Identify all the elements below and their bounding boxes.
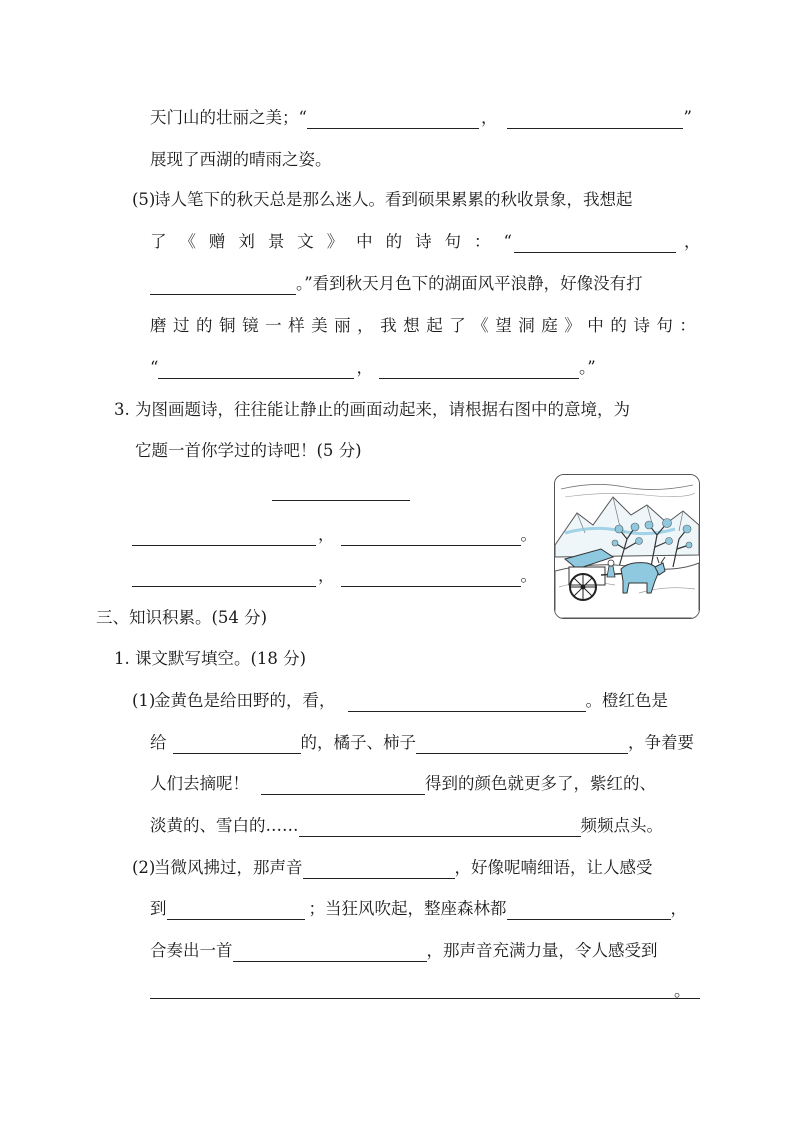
ox-cart-snow-scene-icon [555,475,699,618]
blank-input[interactable] [348,693,586,712]
blank-input[interactable] [132,568,316,587]
q1-title: 课文默写填空。(18 分) [135,649,307,668]
section-3-title: 三、知识积累。(54 分) [96,608,268,627]
poem-line-1: ， 。 [132,524,537,546]
q5-line5: “ ， 。” [150,358,596,377]
blank-input[interactable] [514,234,676,253]
blank-input[interactable] [341,568,521,587]
p1-line3: 人们去摘呢！ 得到的颜色就更多了，紫红的、 [150,774,656,793]
p2-line3: 合奏出一首 ，那声音充满力量，令人感受到 [150,941,658,960]
blank-input[interactable] [341,527,521,546]
p1-number: (1) [132,691,156,710]
blank-input[interactable] [173,735,301,754]
p2-line4-blank[interactable] [150,998,700,999]
blank-input[interactable] [299,818,581,837]
q5-line4: 磨 过 的 铜 镜 一 样 美 丽 ， 我 想 起 了 《 望 洞 庭 》 中 的 诗 句 ： [150,316,696,335]
q5-line2-tail: ， [514,231,701,253]
poem-line-2: ， 。 [132,565,537,587]
blank-input[interactable] [261,776,425,795]
p2-number: (2) [132,858,156,877]
blank-input[interactable] [416,735,628,754]
blank-input[interactable] [158,360,354,379]
blank-input[interactable] [303,860,455,879]
p1-line1: 金黄色是给田野的，看， 。橙红色是 [154,691,668,710]
p2-line2: 到 ；当狂风吹起，整座森林都 ， [150,899,687,918]
q5-line2: 了 《 赠 刘 景 文 》 中 的 诗 句 ： “ [150,232,512,251]
blank-input[interactable] [507,901,671,920]
q5-line3: 。”看到秋天月色下的湖面风平浪静，好像没有打 [150,273,643,295]
blank-input[interactable] [150,276,296,295]
blank-input[interactable] [379,360,579,379]
p1-line2: 给 的，橘子、柿子 ，争着要 [150,733,694,752]
line-tianmen: 天门山的壮丽之美；“ ， ” [150,108,692,127]
poem-title-blank[interactable] [272,500,410,501]
ox-cart-illustration [554,474,700,619]
p1-line4: 淡黄的、雪白的…… 频频点头。 [150,816,663,835]
blank-input[interactable] [233,943,427,962]
q1-number: 1. [114,649,130,668]
blank-input[interactable] [307,110,479,129]
blank-input[interactable] [507,110,683,129]
blank-input[interactable] [132,527,316,546]
line-xihu: 展现了西湖的晴雨之姿。 [150,150,332,169]
p2-line1: 当微风拂过，那声音 ，好像呢喃细语，让人感受 [154,858,653,877]
q5-number: (5) [132,190,156,209]
q3-line2: 它题一首你学过的诗吧！(5 分) [135,441,362,460]
q3-number: 3. [114,400,130,419]
q3-line1: 为图画题诗，往往能让静止的画面动起来，请根据右图中的意境，为 [135,400,630,419]
p2-line4-end: 。 [674,981,691,1000]
q5-line1: 诗人笔下的秋天总是那么迷人。看到硕果累累的秋收景象，我想起 [154,190,633,209]
blank-input[interactable] [167,901,305,920]
